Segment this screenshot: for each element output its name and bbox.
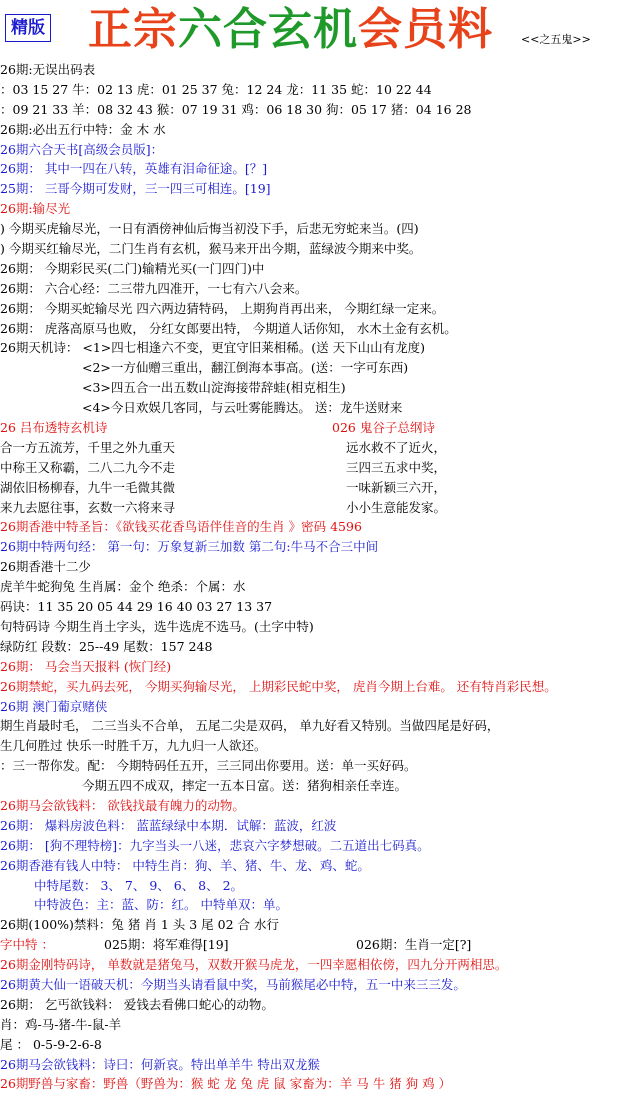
- text-line: 26期:必出五行中特：金 木 水: [0, 121, 166, 137]
- text-line: 26期： 今期彩民买(二门)输精光买(一门四门)中: [0, 260, 265, 276]
- text-line: ：09 21 33 羊：08 32 43 猴：07 19 31 鸡：06 18 30 狗：05 17 猪：04 16 28: [0, 101, 472, 117]
- text-line: 26期香港中特圣旨：《欲钱买花香鸟语伴佳音的生肖 》密码 4596: [0, 519, 362, 535]
- text-line: 26期： 今期买蛇输尽光 四六两边猜特码， 上期狗肖再出来， 今期红绿一定来。: [0, 300, 445, 316]
- text-line: ：03 15 27 牛：02 13 虎：01 25 37 兔：12 24 龙：11 35 蛇：10 22 44: [0, 81, 432, 97]
- header-tag: <<之五鬼>>: [521, 33, 591, 46]
- poem-right-line: 三四三五求中奖，: [346, 459, 447, 475]
- text-line: 26期:输尽光: [0, 201, 71, 217]
- special-026: 026期：生肖一定[?]: [356, 937, 472, 953]
- text-line: 26期野兽与家畜：野兽（野兽为：猴 蛇 龙 兔 虎 鼠 家畜为：羊 马 牛 猪 狗 鸡 ）: [0, 1076, 452, 1092]
- title-part: 玄机: [268, 4, 358, 55]
- text-line: 26期黄大仙一语破天机：今期当头请看鼠中奖，马前猴尾必中特，五一中来三三发。: [0, 976, 466, 992]
- text-line: 码诀：11 35 20 05 44 29 16 40 03 27 13 37: [0, 599, 273, 615]
- text-line: <4>今日欢娱几客同，与云吐雾能腾达。 送：龙牛送财来: [82, 400, 403, 416]
- text-line: 今期五四不成双，摔定一五本日富。送：猪狗相亲任幸连。: [82, 778, 408, 794]
- text-line: 绿防红 段数：25--49 尾数：157 248: [0, 638, 213, 654]
- text-line: 中特尾数： 3、 7、 9、 6、 8、 2。: [34, 877, 244, 893]
- text-line: ) 今期买虎输尽光，一日有酒傍神仙后悔当初没下手，后悲无穷蛇来当。(四): [0, 221, 419, 237]
- poem-right-line: 小小生意能发家。: [346, 499, 447, 515]
- special-label: 字中特 ：: [0, 937, 54, 953]
- text-line: 期生肖最时毛， 二三当头不合单， 五尾二尖是双码， 单九好看又特别。当做四尾是好码，: [0, 718, 500, 734]
- poem-left-line: 湖依旧杨柳春，九牛一毛微其微: [0, 479, 176, 495]
- text-line: 26期： [狗不理特榜]：九字当头一八迷，悲哀六字梦想破。二五道出七码真。: [0, 837, 430, 853]
- poem-right-title: 026 鬼谷子总纲诗: [332, 420, 435, 436]
- text-line: 26期 澳门葡京赌侠: [0, 698, 108, 714]
- text-line: 26期禁蛇，买九码去死， 今期买狗输尽光， 上期彩民蛇中奖， 虎肖今期上台难。 还有特肖彩民想。: [0, 678, 557, 694]
- page-title: [88, 2, 493, 58]
- text-line: 26期香港十二少: [0, 559, 91, 575]
- poem-right-line: 远水救不了近火，: [346, 439, 447, 455]
- poem-row: [0, 478, 621, 498]
- text-line: 26期中特两句经： 第一句：万象复新三加数 第二句:牛马不合三中间: [0, 539, 379, 555]
- text-line: 句特码诗 今期生肖土字头，选牛选虎不选马。(土字中特): [0, 618, 314, 634]
- poem-left-line: 中称王又称霸，二八二九今不走: [0, 459, 176, 475]
- text-line: 26期马会欲钱料： 欲钱找最有魄力的动物。: [0, 797, 245, 813]
- text-line: <2>一方仙赠三重出，翻江倒海本事高。(送：一字可东西): [82, 360, 409, 376]
- poem-right-line: 一味新颖三六开，: [346, 479, 447, 495]
- text-line: <3>四五合一出五数山淀海接带辞蛙(相克相生): [82, 380, 346, 396]
- text-line: 26期六合天书[高级会员版]：: [0, 141, 164, 157]
- poem-left-line: 来九去愿往事，玄数一六将来寻: [0, 499, 176, 515]
- text-line: ：三一帮你发。配： 今期特码任五开，三三同出你要用。送：单一买好码。: [0, 758, 417, 774]
- text-line: 26期天机诗： <1>四七相逢六不变，更宜守旧莱相稀。(送 天下山山有龙度): [0, 340, 426, 356]
- title-part: 料: [448, 4, 493, 55]
- text-line: 尾 ： 0-5-9-2-6-8: [0, 1036, 102, 1052]
- text-line: 26期： 爆料房波色料： 蓝蓝绿绿中本期．试解：蓝波，红波: [0, 817, 337, 833]
- poem-row: [0, 438, 621, 458]
- edition-badge: 精版: [5, 14, 51, 42]
- text-line: 中特波色：主：蓝、防：红。 中特单双：单。: [34, 897, 288, 913]
- title-part: 正宗: [88, 4, 178, 55]
- poem-titles: [0, 418, 621, 438]
- text-line: ) 今期买红输尽光，二门生肖有玄机，猴马来开出今期，蓝绿波今期来中奖。: [0, 241, 422, 257]
- text-line: 虎羊牛蛇狗兔 生肖属：金个 绝杀：个属：水: [0, 579, 246, 595]
- special-025: 025期：将军难得[19]: [104, 937, 229, 953]
- text-line: 26期香港有钱人中特： 中特生肖：狗、羊、猪、牛、龙、鸡、蛇。: [0, 857, 370, 873]
- text-line: 肖：鸡-马-猪-牛-鼠-羊: [0, 1016, 122, 1032]
- special-row: [0, 935, 621, 955]
- text-line: 26期马会欲钱料：诗曰：何新哀。特出单羊牛 特出双龙猴: [0, 1056, 320, 1072]
- title-part: 会员: [358, 4, 448, 55]
- text-line: 26期： 其中一四在八转，英雄有泪命征途。[？]: [0, 161, 268, 177]
- poem-row: [0, 498, 621, 518]
- content-rows: [0, 60, 621, 1094]
- poem-left-line: 合一方五流芳，千里之外九重天: [0, 439, 176, 455]
- text-line: 生几何胜过 快乐一时胜千万，九九归一人欲还。: [0, 738, 267, 754]
- poem-left-title: 26 吕布透特玄机诗: [0, 420, 108, 436]
- text-line: 26期金刚特码诗， 单数就是猪兔马，双数开猴马虎龙，一四幸愿相依傍，四九分开两相思。: [0, 957, 508, 973]
- title-part: 六合: [178, 4, 268, 55]
- text-line: 26期:无误出码表: [0, 62, 96, 77]
- poem-row: [0, 458, 621, 478]
- text-line: 26期： 虎落高原马也败， 分红女郎要出特， 今期道人话你知， 水木土金有玄机。: [0, 320, 457, 336]
- text-line: 26期(100%)禁料：兔 猪 肖 1 头 3 尾 02 合 水行: [0, 917, 279, 933]
- text-line: 26期： 乞丐欲钱料： 爱钱去看佛口蛇心的动物。: [0, 996, 274, 1012]
- text-line: 26期： 六合心经：二三带九四准开，一七有六八会来。: [0, 280, 308, 296]
- text-line: 25期： 三哥今期可发财，三一四三可相连。[19]: [0, 181, 271, 197]
- header: [0, 0, 621, 60]
- text-line: 26期： 马会当天报料 (恢门经): [0, 658, 172, 674]
